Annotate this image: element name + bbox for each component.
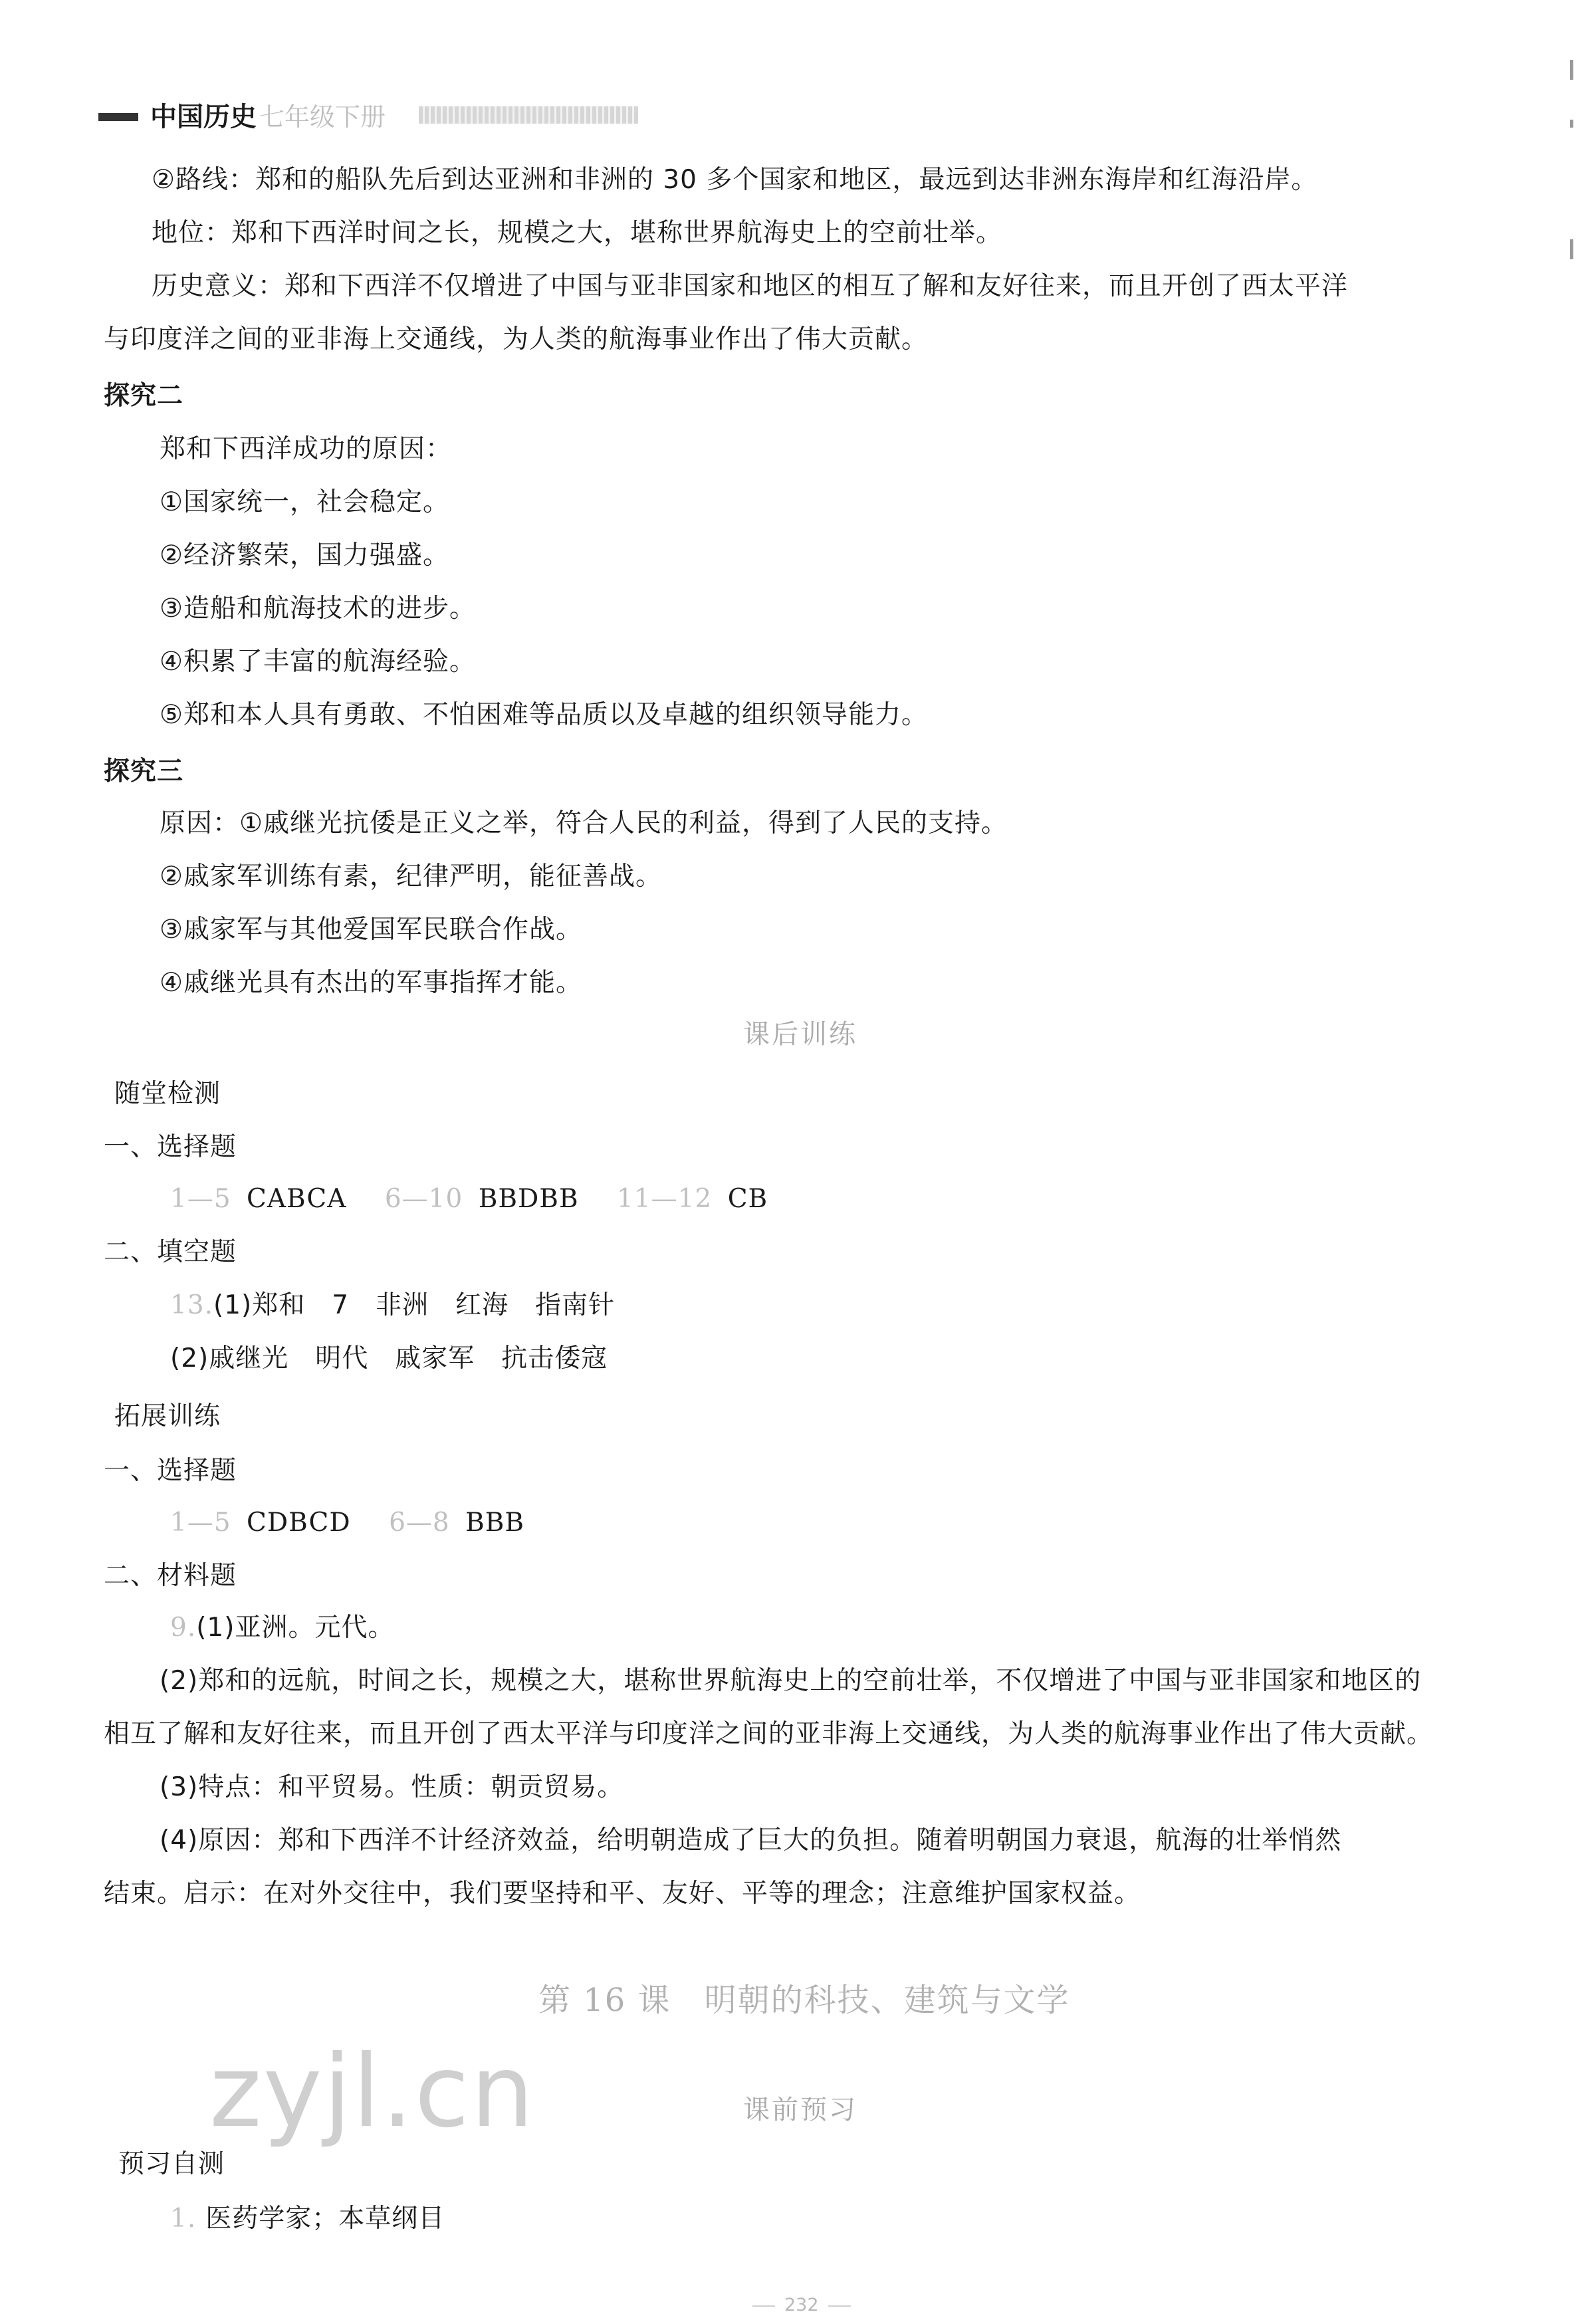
header-subject: 中国历史 — [150, 102, 257, 132]
text-line: ⑤郑和本人具有勇敢、不怕困难等品质以及卓越的组织领导能力。 — [160, 700, 928, 730]
choice-answers — [170, 1182, 768, 1217]
answer-range: 1—5 — [170, 1508, 231, 1538]
text-line: ②路线：郑和的船队先后到达亚洲和非洲的 30 多个国家和地区，最远到达非洲东海岸和红海沿岸。 — [152, 165, 1318, 195]
question-number: 9. — [170, 1613, 197, 1643]
extend-title: 拓展训练 — [114, 1401, 221, 1431]
text-line: ③戚家军与其他爱国军民联合作战。 — [160, 915, 582, 945]
answer-value: CABCA — [247, 1184, 347, 1214]
answer-range: 1—5 — [170, 1184, 231, 1214]
divider — [752, 2305, 775, 2307]
explore2-title: 探究二 — [104, 381, 184, 411]
lesson-title: 第 16 课 明朝的科技、建筑与文学 — [538, 1982, 1070, 2019]
question-number: 13. — [170, 1290, 214, 1320]
answer-value: CDBCD — [247, 1508, 351, 1538]
explore3-title: 探究三 — [104, 756, 184, 786]
divider — [828, 2305, 851, 2307]
header-grade: 七年级下册 — [259, 102, 386, 132]
q13-line1 — [170, 1288, 615, 1323]
answer-value: BBB — [465, 1508, 525, 1538]
section-heading-preview: 课前预习 — [743, 2095, 857, 2125]
q13-line2: (2)戚继光 明代 戚家军 抗击倭寇 — [170, 1343, 608, 1373]
choice-title: 一、选择题 — [104, 1456, 237, 1486]
answer-range: 6—10 — [384, 1184, 463, 1214]
header-bar-icon — [98, 113, 138, 121]
choice-answers — [170, 1506, 524, 1540]
q9-2b: 相互了解和友好往来，而且开创了西太平洋与印度洋之间的亚非海上交通线，为人类的航海事业作出了伟大贡献。 — [104, 1719, 1434, 1749]
scan-edge-mark — [1570, 60, 1573, 259]
answer-text: (1)亚洲。元代。 — [196, 1613, 395, 1643]
text-line: ③造船和航海技术的进步。 — [160, 594, 476, 624]
q9-3: (3)特点：和平贸易。性质：朝贡贸易。 — [160, 1772, 624, 1802]
q9-1 — [170, 1611, 394, 1645]
q9-2a: (2)郑和的远航，时间之长，规模之大，堪称世界航海史上的空前壮举，不仅增进了中国与亚非国家和地区的 — [160, 1666, 1422, 1696]
text-line: 与印度洋之间的亚非海上交通线，为人类的航海事业作出了伟大贡献。 — [104, 324, 929, 354]
text-line: ②经济繁荣，国力强盛。 — [160, 540, 449, 570]
material-title: 二、材料题 — [104, 1561, 237, 1591]
text-line: 地位：郑和下西洋时间之长，规模之大，堪称世界航海史上的空前壮举。 — [152, 218, 1003, 248]
answer-range: 6—8 — [389, 1508, 450, 1538]
choice-title: 一、选择题 — [104, 1132, 237, 1162]
answer-value: BBDBB — [478, 1184, 579, 1214]
q9-4a: (4)原因：郑和下西洋不计经济效益，给明朝造成了巨大的负担。随着明朝国力衰退，航海的壮举悄然 — [160, 1825, 1342, 1855]
answer-text: (1)郑和 7 非洲 红海 指南针 — [213, 1290, 616, 1320]
question-number: 1. — [170, 2204, 197, 2234]
page-number: 232 — [743, 2295, 860, 2315]
text-line: 郑和下西洋成功的原因： — [160, 434, 453, 464]
watermark-logo: zyjl.cn — [209, 2034, 536, 2150]
text-line: ④积累了丰富的航海经验。 — [160, 647, 476, 677]
text-line: 历史意义：郑和下西洋不仅增进了中国与亚非国家和地区的相互了解和友好往来，而且开创了西太平洋 — [152, 271, 1349, 301]
check-title: 随堂检测 — [114, 1079, 221, 1109]
answer-range: 11—12 — [617, 1184, 713, 1214]
text-line: ①国家统一，社会稳定。 — [160, 487, 449, 517]
q1-line — [170, 2202, 445, 2236]
text-line: ②戚家军训练有素，纪律严明，能征善战。 — [160, 862, 662, 891]
answer-value: CB — [727, 1184, 768, 1214]
q9-4b: 结束。启示：在对外交往中，我们要坚持和平、友好、平等的理念；注意维护国家权益。 — [104, 1879, 1141, 1909]
fill-title: 二、填空题 — [104, 1237, 237, 1267]
header-decoration — [419, 106, 638, 124]
answer-text: 医药学家；本草纲目 — [205, 2204, 445, 2234]
text-line: 原因：①戚继光抗倭是正义之举，符合人民的利益，得到了人民的支持。 — [160, 808, 1008, 838]
section-heading-after-class: 课后训练 — [743, 1019, 857, 1050]
self-test-title: 预习自测 — [118, 2149, 225, 2179]
text-line: ④戚继光具有杰出的军事指挥才能。 — [160, 968, 582, 998]
